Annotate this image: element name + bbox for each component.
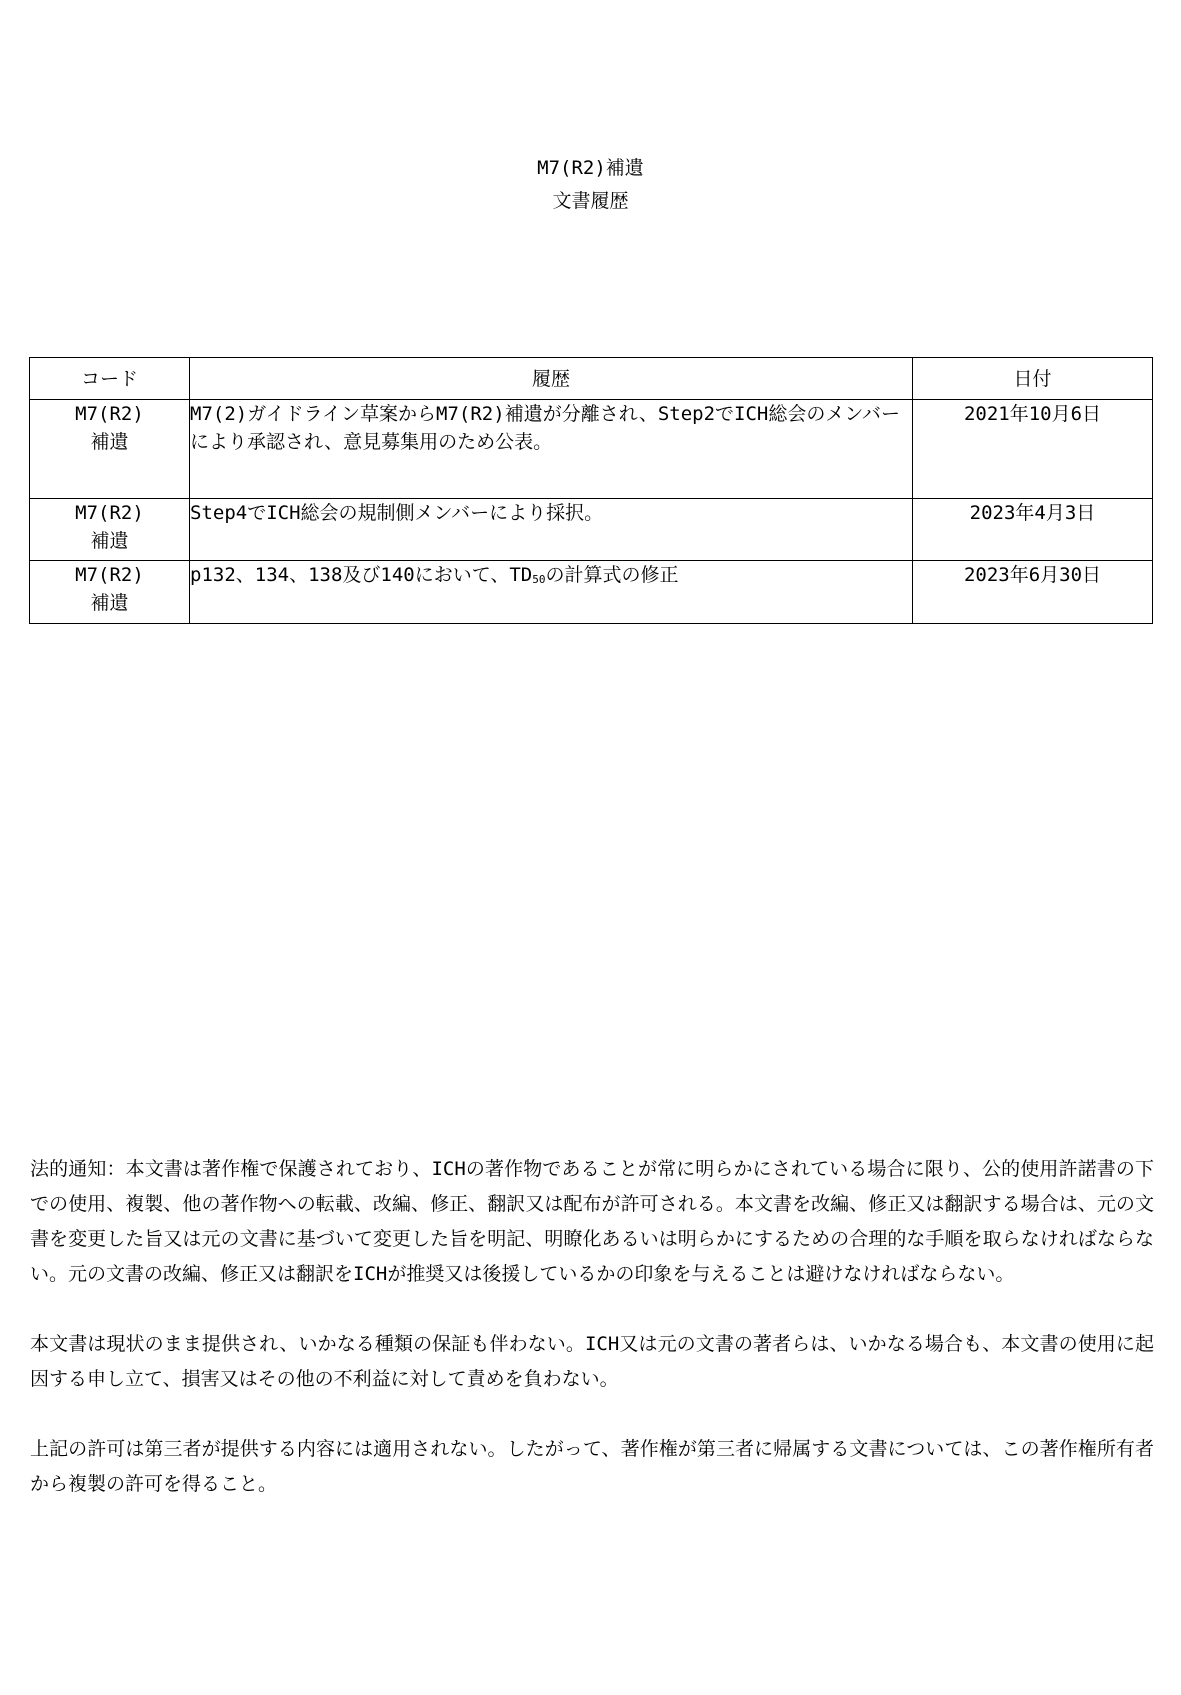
document-title: M7(R2)補遺 — [537, 157, 644, 179]
cell-code — [30, 400, 190, 499]
cell-history: Step4でICH総会の規制側メンバーにより採択。 — [190, 499, 913, 561]
header-date: 日付 — [913, 358, 1153, 400]
code-line1: M7(R2) — [75, 564, 144, 586]
code-line2: 補遺 — [90, 431, 129, 453]
table-row — [30, 499, 1153, 561]
table-row — [30, 561, 1153, 624]
history-text-suffix: の計算式の修正 — [545, 564, 679, 586]
header-history: 履歴 — [190, 358, 913, 400]
cell-date: 2023年4月3日 — [913, 499, 1153, 561]
history-subscript: 50 — [532, 573, 546, 586]
legal-paragraph-third-party: 上記の許可は第三者が提供する内容には適用されない。したがって、著作権が第三者に帰属する文書については、この著作権所有者から複製の許可を得ること。 — [30, 1438, 1154, 1495]
cell-date: 2021年10月6日 — [913, 400, 1153, 499]
code-line1: M7(R2) — [75, 403, 144, 425]
code-line2: 補遺 — [90, 530, 129, 552]
code-line1: M7(R2) — [75, 502, 144, 524]
legal-paragraph-disclaimer: 本文書は現状のまま提供され、いかなる種類の保証も伴わない。ICH又は元の文書の著者らは、いかなる場合も、本文書の使用に起因する申し立て、損害又はその他の不利益に対して責めを負わない。 — [30, 1333, 1154, 1390]
cell-code — [30, 499, 190, 561]
document-title-block — [0, 152, 1181, 218]
cell-history — [190, 561, 913, 624]
document-history-table — [29, 357, 1153, 624]
cell-history: M7(2)ガイドライン草案からM7(R2)補遺が分離され、Step2でICH総会のメンバーにより承認され、意見募集用のため公表。 — [190, 400, 913, 499]
document-subtitle: 文書履歴 — [552, 190, 629, 212]
history-text-prefix: p132、134、138及び140において、TD — [190, 564, 533, 586]
table-header-row — [30, 358, 1153, 400]
table-row — [30, 400, 1153, 499]
legal-notice — [30, 1152, 1154, 1537]
code-line2: 補遺 — [90, 592, 129, 614]
cell-date: 2023年6月30日 — [913, 561, 1153, 624]
header-code: コード — [30, 358, 190, 400]
legal-paragraph-copyright: 法的通知：本文書は著作権で保護されており、ICHの著作物であることが常に明らかにされている場合に限り、公的使用許諾書の下での使用、複製、他の著作物への転載、改編、修正、翻訳又は配布が許可される。本文書を改編、修正又は翻訳する場合は、元の文書を変更した旨又は元の文書に基づいて変更した旨を明記、明瞭化あるいは明らかにするための合理的な手順を取らなければならない。元の文書の改編、修正又は翻訳をICHが推奨又は後援しているかの印象を与えることは避けなければならない。 — [30, 1158, 1154, 1285]
cell-code — [30, 561, 190, 624]
